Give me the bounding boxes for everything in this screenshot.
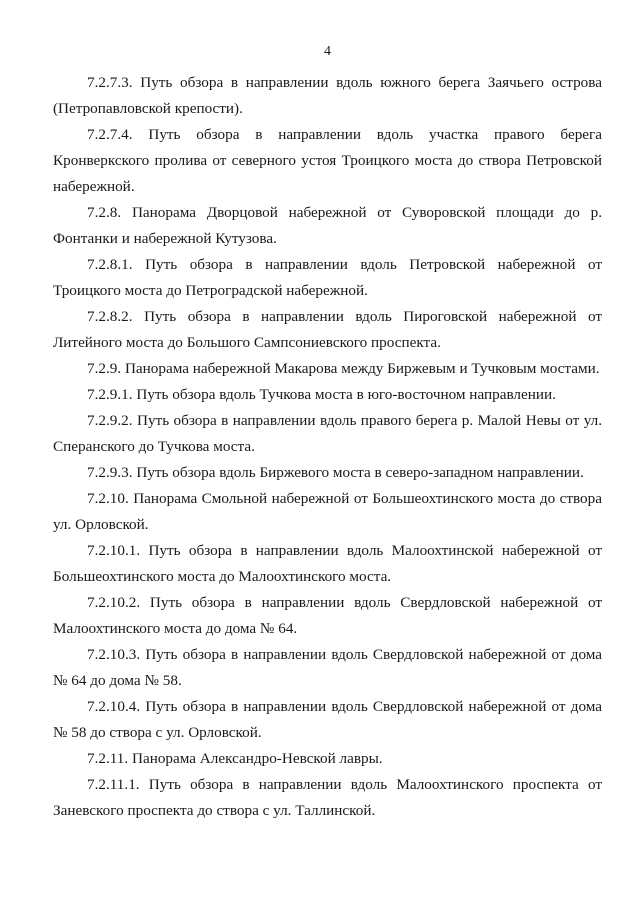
paragraph-7-2-10-3: 7.2.10.3. Путь обзора в направлении вдоль Свердловской набережной от дома № 64 до дома № 58. xyxy=(53,646,602,689)
paragraph-7-2-11-1: 7.2.11.1. Путь обзора в направлении вдоль Малоохтинского проспекта от Заневского проспекта до створа с ул. Таллинской. xyxy=(53,776,602,819)
paragraph-7-2-8-2: 7.2.8.2. Путь обзора в направлении вдоль Пироговской набережной от Литейного моста до Большого Сампсониевского проспекта. xyxy=(53,308,602,351)
page-number: 4 xyxy=(324,44,331,59)
paragraph-7-2-9: 7.2.9. Панорама набережной Макарова между Биржевым и Тучковым мостами. xyxy=(87,360,600,377)
paragraph-7-2-10-2: 7.2.10.2. Путь обзора в направлении вдоль Свердловской набережной от Малоохтинского моста до дома № 64. xyxy=(53,594,602,637)
paragraph-7-2-9-3: 7.2.9.3. Путь обзора вдоль Биржевого моста в северо-западном направлении. xyxy=(87,464,584,481)
paragraph-7-2-10: 7.2.10. Панорама Смольной набережной от Большеохтинского моста до створа ул. Орловской. xyxy=(53,490,602,533)
paragraph-7-2-8-1: 7.2.8.1. Путь обзора в направлении вдоль Петровской набережной от Троицкого моста до Петроградской набережной. xyxy=(53,256,602,299)
paragraph-7-2-10-1: 7.2.10.1. Путь обзора в направлении вдоль Малоохтинской набережной от Большеохтинского моста до Малоохтинского моста. xyxy=(53,542,602,585)
paragraph-7-2-7-4: 7.2.7.4. Путь обзора в направлении вдоль участка правого берега Кронверкского пролива от северного устоя Троицкого моста до створа Петровской набережной. xyxy=(53,126,602,195)
paragraph-7-2-8: 7.2.8. Панорама Дворцовой набережной от Суворовской площади до р. Фонтанки и набережной Кутузова. xyxy=(53,204,602,247)
paragraph-7-2-9-2: 7.2.9.2. Путь обзора в направлении вдоль правого берега р. Малой Невы от ул. Сперанского до Тучкова моста. xyxy=(53,412,602,455)
paragraph-7-2-9-1: 7.2.9.1. Путь обзора вдоль Тучкова моста в юго-восточном направлении. xyxy=(87,386,556,403)
paragraph-7-2-11: 7.2.11. Панорама Александро-Невской лавры. xyxy=(87,750,383,767)
paragraph-7-2-10-4: 7.2.10.4. Путь обзора в направлении вдоль Свердловской набережной от дома № 58 до створа с ул. Орловской. xyxy=(53,698,602,741)
paragraph-7-2-7-3: 7.2.7.3. Путь обзора в направлении вдоль южного берега Заячьего острова (Петропавловской крепости). xyxy=(53,74,602,117)
